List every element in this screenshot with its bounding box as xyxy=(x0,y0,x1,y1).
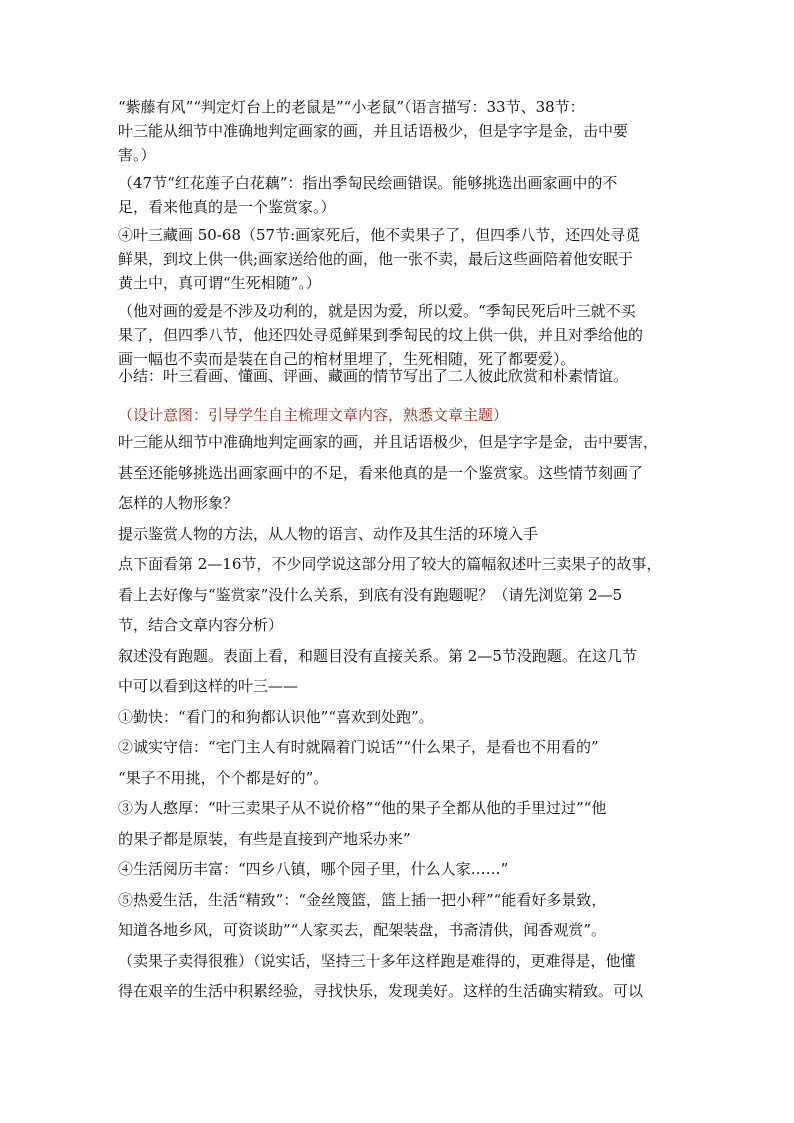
text-line: 叙述没有跑题。表面上看，和题目没有直接关系。第 2—5节没跑题。在这几节 xyxy=(118,646,637,665)
text-line: 提示鉴赏人物的方法，从人物的语言、动作及其生活的环境入手 xyxy=(118,524,539,543)
paragraph-love-of-paintings xyxy=(118,299,684,371)
text-line: 节，结合文章内容分析） xyxy=(118,616,284,634)
text-line: ⑤热爱生活，生活“精致”：“金丝篾篮，篮上插一把小秤”“能看好多景致， xyxy=(118,890,607,909)
paragraph-design-intent xyxy=(118,403,684,427)
paragraph-language-description xyxy=(118,95,684,167)
text-line: （设计意图：引导学生自主梳理文章内容，熟悉文章主题） xyxy=(118,406,509,424)
text-line: 害。） xyxy=(118,146,156,164)
text-line: 叶三能从细节中准确地判定画家的画，并且话语极少，但是字字是金，击中要 xyxy=(118,122,629,140)
text-line: 点下面看第 2—16节，不少同学说这部分用了较大的篇幅叙述叶三卖果子的故事， xyxy=(118,555,662,573)
text-line: 黄土中，真可谓“生死相随”。） xyxy=(118,274,321,292)
text-line: ④叶三藏画 50-68（57节:画家死后，他不卖果子了，但四季八节，还四处寻觅 xyxy=(118,226,641,244)
text-line: 得在艰辛的生活中积累经验，寻找快乐，发现美好。这样的生活确实精致。可以 xyxy=(118,982,644,1000)
paragraph-main-analysis xyxy=(118,427,684,1007)
text-line: （47节“红花莲子白花藕”：指出季匋民绘画错误。能够挑选出画家画中的不 xyxy=(118,174,618,192)
text-line: 果了，但四季八节，他还四处寻觅鲜果到季匋民的坟上供一供，并且对季给他的 xyxy=(118,326,644,344)
text-line: 怎样的人物形象？ xyxy=(118,494,239,512)
text-line: ③为人憨厚：“叶三卖果子从不说价格”“他的果子全都从他的手里过过”“他 xyxy=(118,799,607,817)
text-line: 的果子都是原装，有些是直接到产地采办来” xyxy=(118,829,411,848)
text-line: 中可以看到这样的叶三—— xyxy=(118,677,299,695)
text-line: （卖果子卖得很雅）（说实话，坚持三十多年这样跑是难得的，更难得是，他懂 xyxy=(118,951,636,970)
paragraph-section-47 xyxy=(118,171,684,219)
text-line: 足，看来他真的是一个鉴赏家。） xyxy=(118,198,336,216)
text-line: 知道各地乡风，可资谈助”“人家买去，配架装盘，书斋清供，闻香观赏”。 xyxy=(118,921,607,939)
text-line: 画一幅也不卖而是装在自己的棺材里埋了，生死相随，死了都要爱）。 xyxy=(118,350,576,368)
paragraph-collecting-paintings xyxy=(118,223,684,295)
text-line: 小结：叶三看画、懂画、评画、藏画的情节写出了二人彼此欣赏和朴素情谊。 xyxy=(118,367,629,385)
text-line: ④生活阅历丰富：“四乡八镇，哪个园子里，什么人家……” xyxy=(118,860,509,878)
text-line: 看上去好像与“鉴赏家”没什么关系，到底有没有跑题呢？（请先浏览第 2—5 xyxy=(118,585,623,604)
text-line: 甚至还能够挑选出画家画中的不足，看来他真的是一个鉴赏家。这些情节刻画了 xyxy=(118,463,644,482)
paragraph-summary xyxy=(118,364,684,388)
text-line: ①勤快：“看门的和狗都认识他”“喜欢到处跑”。 xyxy=(118,707,434,726)
text-line: ②诚实守信：“宅门主人有时就隔着门说话”“什么果子，是看也不用看的” xyxy=(118,738,599,756)
text-line: 鲜果，到坟上供一供;画家送给他的画，他一张不卖，最后这些画陪着他安眠于 xyxy=(118,250,634,268)
text-line: “果子不用挑，个个都是好的”。 xyxy=(118,768,329,787)
text-line: （他对画的爱是不涉及功利的，就是因为爱，所以爱。“季匋民死后叶三就不买 xyxy=(118,302,636,320)
text-line: “紫藤有风”“判定灯台上的老鼠是”“小老鼠”（语言描写：33节、38节： xyxy=(118,98,585,116)
text-line: 叶三能从细节中准确地判定画家的画，并且话语极少，但是字字是金，击中要害， xyxy=(118,433,659,451)
